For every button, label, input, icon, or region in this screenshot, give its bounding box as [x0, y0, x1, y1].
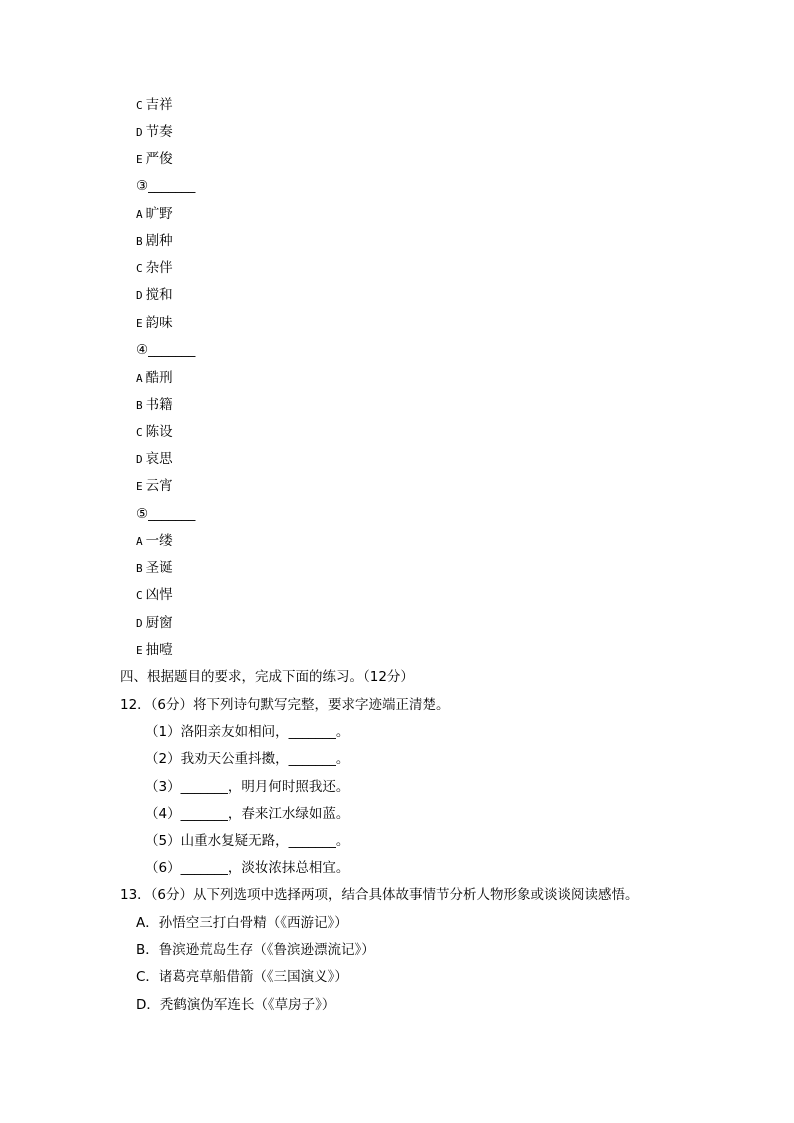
- blank-heading: ⑤_______: [136, 506, 196, 522]
- option-word: 剧种: [145, 233, 173, 249]
- option-line: [136, 123, 173, 142]
- option-letter: E: [136, 644, 143, 657]
- option-word: 抽噎: [145, 642, 173, 658]
- option-line: [136, 259, 173, 278]
- option-word: 韵味: [145, 315, 173, 331]
- option-word: 酷刑: [145, 370, 173, 386]
- option-line: [136, 614, 173, 633]
- option-word: 杂伴: [145, 260, 173, 276]
- option-word: 云宵: [145, 478, 173, 494]
- option-word: 一缕: [145, 533, 173, 549]
- section-heading: 四、根据题目的要求，完成下面的练习。（12分）: [120, 669, 414, 685]
- option-word: 旷野: [145, 206, 173, 222]
- option-line: [136, 532, 173, 551]
- blank-heading: ④_______: [136, 342, 196, 358]
- option-letter: C: [136, 99, 143, 112]
- option-letter: C: [136, 426, 143, 439]
- poem-blank-item: （2）我劝天公重抖擞，_______。: [145, 751, 350, 767]
- option-letter: D: [136, 126, 143, 139]
- option-line: [136, 450, 173, 469]
- option-line: [136, 314, 173, 333]
- poem-blank-item: （1）洛阳亲友如相问，_______。: [145, 724, 350, 740]
- reading-option: A．孙悟空三打白骨精（《西游记》）: [136, 915, 348, 931]
- option-letter: A: [136, 535, 143, 548]
- option-letter: B: [136, 399, 143, 412]
- option-letter: D: [136, 617, 143, 630]
- option-line: [136, 150, 173, 169]
- option-line: [136, 286, 173, 305]
- poem-blank-item: （3）_______，明月何时照我还。: [145, 779, 350, 795]
- option-word: 搅和: [145, 287, 173, 303]
- option-letter: D: [136, 289, 143, 302]
- option-word: 凶悍: [145, 587, 173, 603]
- poem-blank-item: （6）_______，淡妆浓抹总相宜。: [145, 860, 350, 876]
- option-word: 吉祥: [145, 97, 173, 113]
- poem-blank-item: （4）_______，春来江水绿如蓝。: [145, 806, 350, 822]
- option-letter: B: [136, 235, 143, 248]
- question-13-title: 13．（6分）从下列选项中选择两项，结合具体故事情节分析人物形象或谈谈阅读感悟。: [120, 887, 639, 903]
- question-12-title: 12．（6分）将下列诗句默写完整，要求字迹端正清楚。: [120, 697, 450, 713]
- option-letter: E: [136, 317, 143, 330]
- option-letter: A: [136, 372, 143, 385]
- poem-blank-item: （5）山重水复疑无路，_______。: [145, 833, 350, 849]
- option-line: [136, 96, 173, 115]
- option-line: [136, 586, 173, 605]
- option-line: [136, 396, 173, 415]
- option-word: 节奏: [145, 124, 173, 140]
- option-letter: B: [136, 562, 143, 575]
- reading-option: B．鲁滨逊荒岛生存（《鲁滨逊漂流记》）: [136, 942, 375, 958]
- option-line: [136, 369, 173, 388]
- option-letter: C: [136, 262, 143, 275]
- option-letter: D: [136, 453, 143, 466]
- option-line: [136, 232, 173, 251]
- option-word: 严俊: [145, 151, 173, 167]
- option-letter: A: [136, 208, 143, 221]
- option-line: [136, 205, 173, 224]
- option-letter: E: [136, 480, 143, 493]
- option-letter: C: [136, 589, 143, 602]
- option-line: [136, 423, 173, 442]
- option-word: 厨窗: [145, 615, 173, 631]
- blank-heading: ③_______: [136, 178, 196, 194]
- reading-option: D．秃鹤演伪军连长（《草房子》）: [136, 997, 336, 1013]
- reading-option: C．诸葛亮草船借箭（《三国演义》）: [136, 969, 348, 985]
- option-word: 哀思: [145, 451, 173, 467]
- option-word: 陈设: [145, 424, 173, 440]
- option-line: [136, 641, 173, 660]
- option-letter: E: [136, 153, 143, 166]
- option-line: [136, 477, 173, 496]
- option-line: [136, 559, 173, 578]
- option-word: 书籍: [145, 397, 173, 413]
- option-word: 圣诞: [145, 560, 173, 576]
